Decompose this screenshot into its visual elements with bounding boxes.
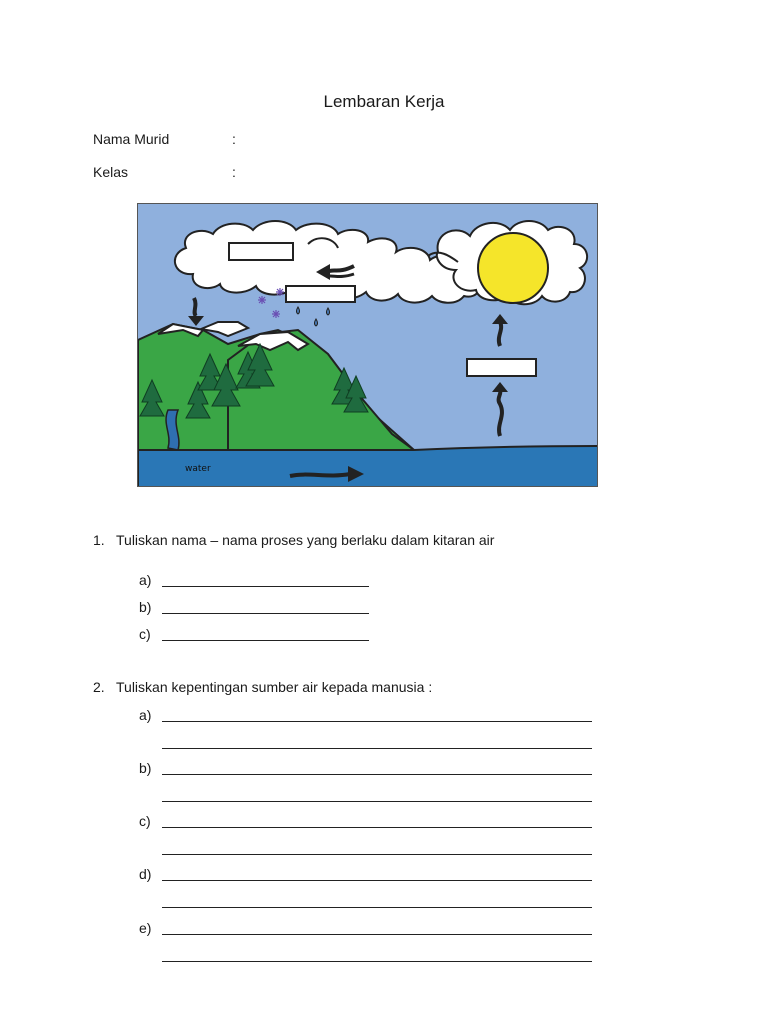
page-title: Lembaran Kerja: [323, 92, 445, 111]
student-name-label: Nama Murid: [93, 131, 170, 147]
q2-answer-line-a2[interactable]: [162, 748, 592, 749]
question-2-number: 2.: [93, 679, 105, 695]
water-cycle-diagram: [137, 203, 598, 487]
q2-answer-line-b2[interactable]: [162, 801, 592, 802]
question-2-text: Tuliskan kepentingan sumber air kepada manusia :: [116, 679, 433, 695]
label-box-precipitation[interactable]: [286, 286, 355, 302]
q2-option-d: d): [139, 866, 152, 882]
q1-option-b: b): [139, 599, 152, 615]
q2-answer-line-c2[interactable]: [162, 854, 592, 855]
sun: [478, 233, 548, 303]
water-label: water: [185, 464, 211, 474]
q2-option-b: b): [139, 760, 152, 776]
q2-answer-line-b1[interactable]: [162, 774, 592, 775]
q1-answer-line-b[interactable]: [162, 613, 369, 614]
label-box-condensation[interactable]: [229, 243, 293, 260]
q2-answer-line-d1[interactable]: [162, 880, 592, 881]
question-1-text: Tuliskan nama – nama proses yang berlaku dalam kitaran air: [116, 532, 495, 548]
q1-option-c: c): [139, 626, 151, 642]
q2-answer-line-e1[interactable]: [162, 934, 592, 935]
class-colon: :: [232, 164, 236, 180]
q1-answer-line-a[interactable]: [162, 586, 369, 587]
q2-answer-line-d2[interactable]: [162, 907, 592, 908]
q2-answer-line-c1[interactable]: [162, 827, 592, 828]
q2-answer-line-a1[interactable]: [162, 721, 592, 722]
q2-option-c: c): [139, 813, 151, 829]
q1-answer-line-c[interactable]: [162, 640, 369, 641]
q2-answer-line-e2[interactable]: [162, 961, 592, 962]
label-box-evaporation[interactable]: [467, 359, 536, 376]
question-1-number: 1.: [93, 532, 105, 548]
q1-option-a: a): [139, 572, 152, 588]
student-name-colon: :: [232, 131, 236, 147]
class-label: Kelas: [93, 164, 129, 180]
q2-option-a: a): [139, 707, 152, 723]
river: [166, 410, 179, 450]
q2-option-e: e): [139, 920, 152, 936]
